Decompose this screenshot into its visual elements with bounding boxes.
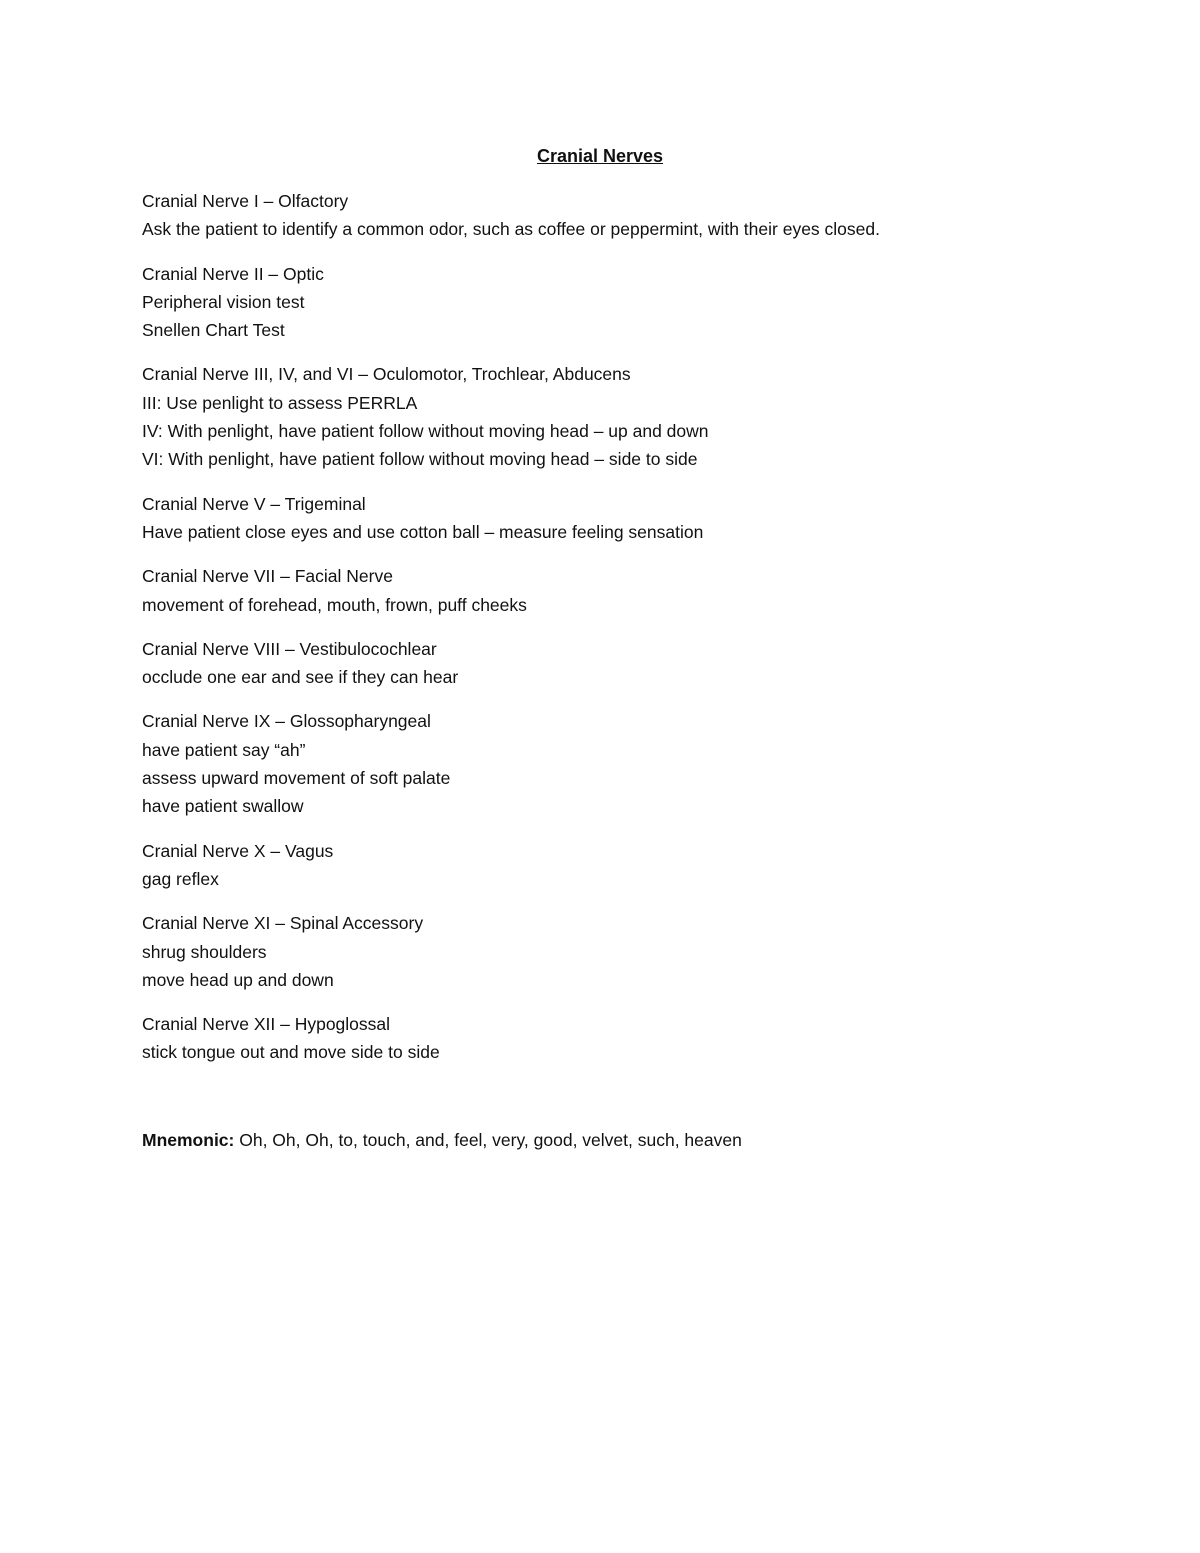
nerve-heading: Cranial Nerve VII – Facial Nerve — [142, 566, 393, 587]
nerve-test-line: Snellen Chart Test — [142, 320, 285, 341]
nerve-test-line: have patient say “ah” — [142, 739, 306, 760]
mnemonic-line — [142, 1126, 742, 1154]
mnemonic-text: Oh, Oh, Oh, to, touch, and, feel, very, good, velvet, such, heaven — [234, 1130, 742, 1150]
nerve-section-viii — [142, 635, 1102, 692]
nerve-test-line: move head up and down — [142, 969, 334, 990]
nerve-test-line: shrug shoulders — [142, 941, 267, 962]
nerve-section-vii — [142, 562, 1102, 619]
nerve-heading: Cranial Nerve XI – Spinal Accessory — [142, 913, 424, 934]
nerve-heading: Cranial Nerve IX – Glossopharyngeal — [142, 711, 431, 732]
nerve-test-line: Ask the patient to identify a common odor, such as coffee or peppermint, with their eyes closed. — [142, 219, 880, 240]
nerve-test-line: movement of forehead, mouth, frown, puff cheeks — [142, 594, 527, 615]
nerve-test-line: III: Use penlight to assess PERRLA — [142, 392, 418, 413]
nerve-list — [142, 187, 1102, 1083]
nerve-heading: Cranial Nerve X – Vagus — [142, 840, 334, 861]
nerve-section-xii — [142, 1010, 1102, 1067]
nerve-test-line: Have patient close eyes and use cotton ball – measure feeling sensation — [142, 521, 704, 542]
nerve-test-line: IV: With penlight, have patient follow without moving head – up and down — [142, 421, 709, 442]
nerve-test-line: stick tongue out and move side to side — [142, 1042, 440, 1063]
nerve-heading: Cranial Nerve XII – Hypoglossal — [142, 1014, 391, 1035]
nerve-section-ii — [142, 260, 1102, 345]
nerve-section-ix — [142, 707, 1102, 820]
nerve-heading: Cranial Nerve VIII – Vestibulocochlear — [142, 638, 437, 659]
nerve-section-i — [142, 187, 1102, 244]
nerve-section-iii-iv-vi — [142, 360, 1102, 473]
nerve-test-line: Peripheral vision test — [142, 291, 305, 312]
nerve-section-x — [142, 837, 1102, 894]
nerve-heading: Cranial Nerve III, IV, and VI – Oculomotor, Trochlear, Abducens — [142, 364, 631, 385]
nerve-test-line: have patient swallow — [142, 796, 304, 817]
page-title: Cranial Nerves — [536, 146, 664, 166]
nerve-test-line: VI: With penlight, have patient follow without moving head – side to side — [142, 449, 698, 470]
nerve-heading: Cranial Nerve II – Optic — [142, 263, 324, 284]
nerve-heading: Cranial Nerve V – Trigeminal — [142, 493, 366, 514]
mnemonic-label: Mnemonic: — [142, 1130, 235, 1150]
nerve-section-xi — [142, 909, 1102, 994]
nerve-test-line: assess upward movement of soft palate — [142, 768, 451, 789]
nerve-section-v — [142, 490, 1102, 547]
nerve-heading: Cranial Nerve I – Olfactory — [142, 191, 349, 211]
nerve-test-line: gag reflex — [142, 868, 219, 889]
nerve-test-line: occlude one ear and see if they can hear — [142, 667, 459, 688]
